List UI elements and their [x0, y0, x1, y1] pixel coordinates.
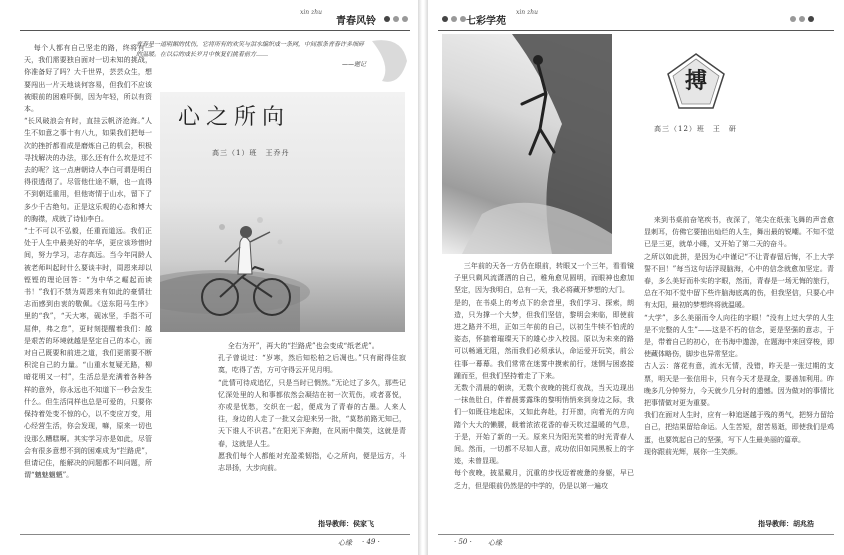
left-header-dots	[384, 16, 408, 22]
right-footer-rule	[438, 534, 834, 535]
left-text-column-1: 每个人都有自己坚走的路，终将有一天，我们需要独自面对一切未知的挑战，你准备好了吗？大千世界，芸芸众生，想要闯出一片天地谈何容易，但我们不应该被眼前的困难吓倒，因为年轻，所以有资本。 “长风破浪会有时，直挂云帆济沧海。”人生不如意之事十有八九，如果我们把每一次的挫折都看成是磨炼自己的机会，积极寻找解决的办法，那么还有什么坎是过不去的呢？这一点唐朝诗人李白可谓是明白得很透彻了。尽管他仕途不顺，也一直得不到朝廷重用，但他寄情于山水，留下了多少千古绝句。正是这乐观的心态和博大的胸襟，成就了诗仙李白。 “士不可以不弘毅，任重而道远。我们正处于人生中最美好的年华，更应该珍惜时间，努力学习，志存高远。当今年同龄人被老师叫起时什么要谈丰时，周恩来却以铿铿的理论回答：“为中华之崛起而读书！”我们不禁为周恩来有如此的豪情壮志而感到由衷的敬佩。《送东阳马生序》里的“我”，“天大寒，砚冰坚，手指不可屈伸，弗之怠”，更时刻提醒着我们：越是艰苦的环境就越是坚定自己的本心，面对自己既要和前进之道，我们更需要不断积淀自己的力量。“山重水复疑无路，柳暗花明又一村”，生活总是充满着各种各样的意外，你永远也不知道下一秒会发生什么。但生活同样也总是可爱的，只要你保持着处变不惊的心，以不变应万变，用心经营生活，你会发现，嘛，原来一切也没那么糟糕啊。其实学习亦是如此，尽管会有很多意想不到的困难成为“拦路虎”，但请记住，能解决的问题都不叫问题，所谓“魑魅魍魉”。	[24, 44, 152, 480]
epigraph	[136, 40, 366, 70]
right-footer-brand: 心缘	[488, 539, 502, 547]
climber-photo	[442, 34, 612, 254]
right-author: 高三（12）班 王 研	[654, 125, 737, 133]
left-article-title: 心之所向	[178, 105, 291, 130]
right-header-brand: 七彩学苑	[466, 16, 506, 27]
left-text-column-2: 全右为开”，再大的“拦路虎”也会变成“纸老虎”。 孔子曾说过：“岁寒，然后知松柏之后凋也。”只有耐得住寂寞，吃得了苦，方可守得云开见月明。 “此情可待成追忆，只是当时已惘然。”无论过了多久，那些记忆深处里的人和事都依然会凝结在初一次荒伤，或者喜悦，亦或是忧愁，交织在一起，便成为了青春的古墨。人来人往，身边的人走了一批又会迎来另一批，“莫愁前路无知己，天下谁人不识君。”在阳光下奔跑，在风雨中微笑，这就是青春，这就是人生。 愿我们每个人都能对充盈柔韧指，心之所向，便是远方，斗志昂扬，大步向前。	[218, 342, 406, 473]
left-page	[0, 0, 418, 555]
climber-illustration	[442, 34, 612, 254]
left-teacher-credit: 指导教师：侯家飞	[318, 520, 374, 528]
right-article-title: 搏	[684, 68, 707, 94]
left-footer-brand: 心缘	[338, 539, 352, 547]
left-header-brand: 青春风铃	[336, 16, 376, 27]
left-page-number: · 49 ·	[362, 538, 380, 546]
right-text-column-2: 来到书桌前奋笔疾书，夜深了，笔尖在纸张飞舞的声音愈显刺耳，仿佛它要抽出灿烂的人生，舞出最的锐嘲。不知不觉已是三更，就单小睡，又开始了第二天的奋斗。 之所以如此拼，是因为心中谨记“不让青春留后悔，不上大学誓不回！”每当这句话浮现脑海，心中的信念就愈加坚定。青春，多么美好而朴实的字眼，然而，青春是一场无悔的旅行，总在不知不觉中留下些许脑海底离的伤，但我坚信，只要心中有太阳，最初的梦想终将就温暖。 “大学”，多么美丽而令人向往的字眼！“没有上过大学的人生是不完整的人生”——这是不朽的信念，更是坚强的意志，于是，带着自己的初心，在书海中遨游，在题海中来回穿梭，即使藏体略伤，脚步也异常坚定。 古人云：落花有意，流水无情，没错，昨天是一张过期的支票，明天是一张信用卡，只有今天才是现金，要善加利用。昨晚多几分钟努力，今天就少几分时的遗憾。因为做对的事情比把事情做对更为重要。 我们在面对人生时，应有一种追逐越于残的勇气，把努力留给自己，把结果留给命运。人生苦短，甜苦易逝，即使我们是鸡蛋，也要筑起自己的坚强，写下人生最美丽的篇章。 现你跟前光辉，展你一生笑颜。	[644, 216, 834, 456]
right-text-column-1: 三年前的天各一方仍在眼前，转眼又一个三年，看看镜子里只剩风流潇洒的自己，稚角愈见圆明，而眼神也愈加坚定，因为我明白，总有一天，我必将藏开梦想的大门。 是的，在书桌上的考点下的余音里，我们学习、探索，朗造，只为撑一个大梦，但我们坚信，黎明会来临，即使前进之路并不坦，正如三年前的自己，以初生牛犊不怕虎的姿态，怀揣着璀璨天下的雄心步入校园。原以为未来的路可以畅通无阻，然而我们必须承认，命运爱开玩笑，前公往事一幕幕。我们常常在迷雾中摸索前行，迷惘与困惑接踵而至，但我们坚持着走了下来。 无数个清晨的朝读，无数个夜晚的挑灯夜战，当天边现出一抹鱼肚白，伴着晨雾露珠的黎明悄悄来到身边之际，我们一如既往地起床，又如此奔赴，打开窗，向着光的方向踏个大大的懒腰，载着浓浓花香的春天吹过温暖的气息，于是，开始了新的一天。原来只为阳光笑着的时光青春人间。然而，一切都不尽如人意，成功依旧如同黑板上的字迹，未曾显现。 每个夜晚，披星戴月，沉重的步伐迈着疲惫的身躯，早已乏力，但是眼前仍然是的中学的，仍是以第一遍攻	[454, 262, 634, 490]
ink-brush-decoration	[362, 36, 412, 86]
page-gutter	[418, 0, 428, 555]
left-footer-rule	[20, 534, 410, 535]
right-page	[428, 0, 844, 555]
right-header-dots-2	[790, 16, 814, 22]
right-header-dots	[442, 16, 466, 22]
epigraph-source: ——题记	[341, 61, 366, 68]
epigraph-text: 青春是一道明媚的忧伤，它将所有的欢笑与泪水编织成一条网，中间那条青春许多细碎的温暖。在以后的成长岁月中恢复们挑着前方……	[136, 41, 365, 58]
right-header-rule	[438, 30, 834, 31]
right-header-subtitle: xin zhu	[516, 9, 538, 16]
left-header-subtitle: xin zhu	[300, 9, 322, 16]
right-page-number: · 50 ·	[454, 538, 472, 546]
right-teacher-credit: 指导教师：胡兆浩	[758, 520, 814, 528]
left-header-rule	[20, 30, 410, 31]
left-author: 高三（1）班 王乔丹	[212, 149, 290, 157]
